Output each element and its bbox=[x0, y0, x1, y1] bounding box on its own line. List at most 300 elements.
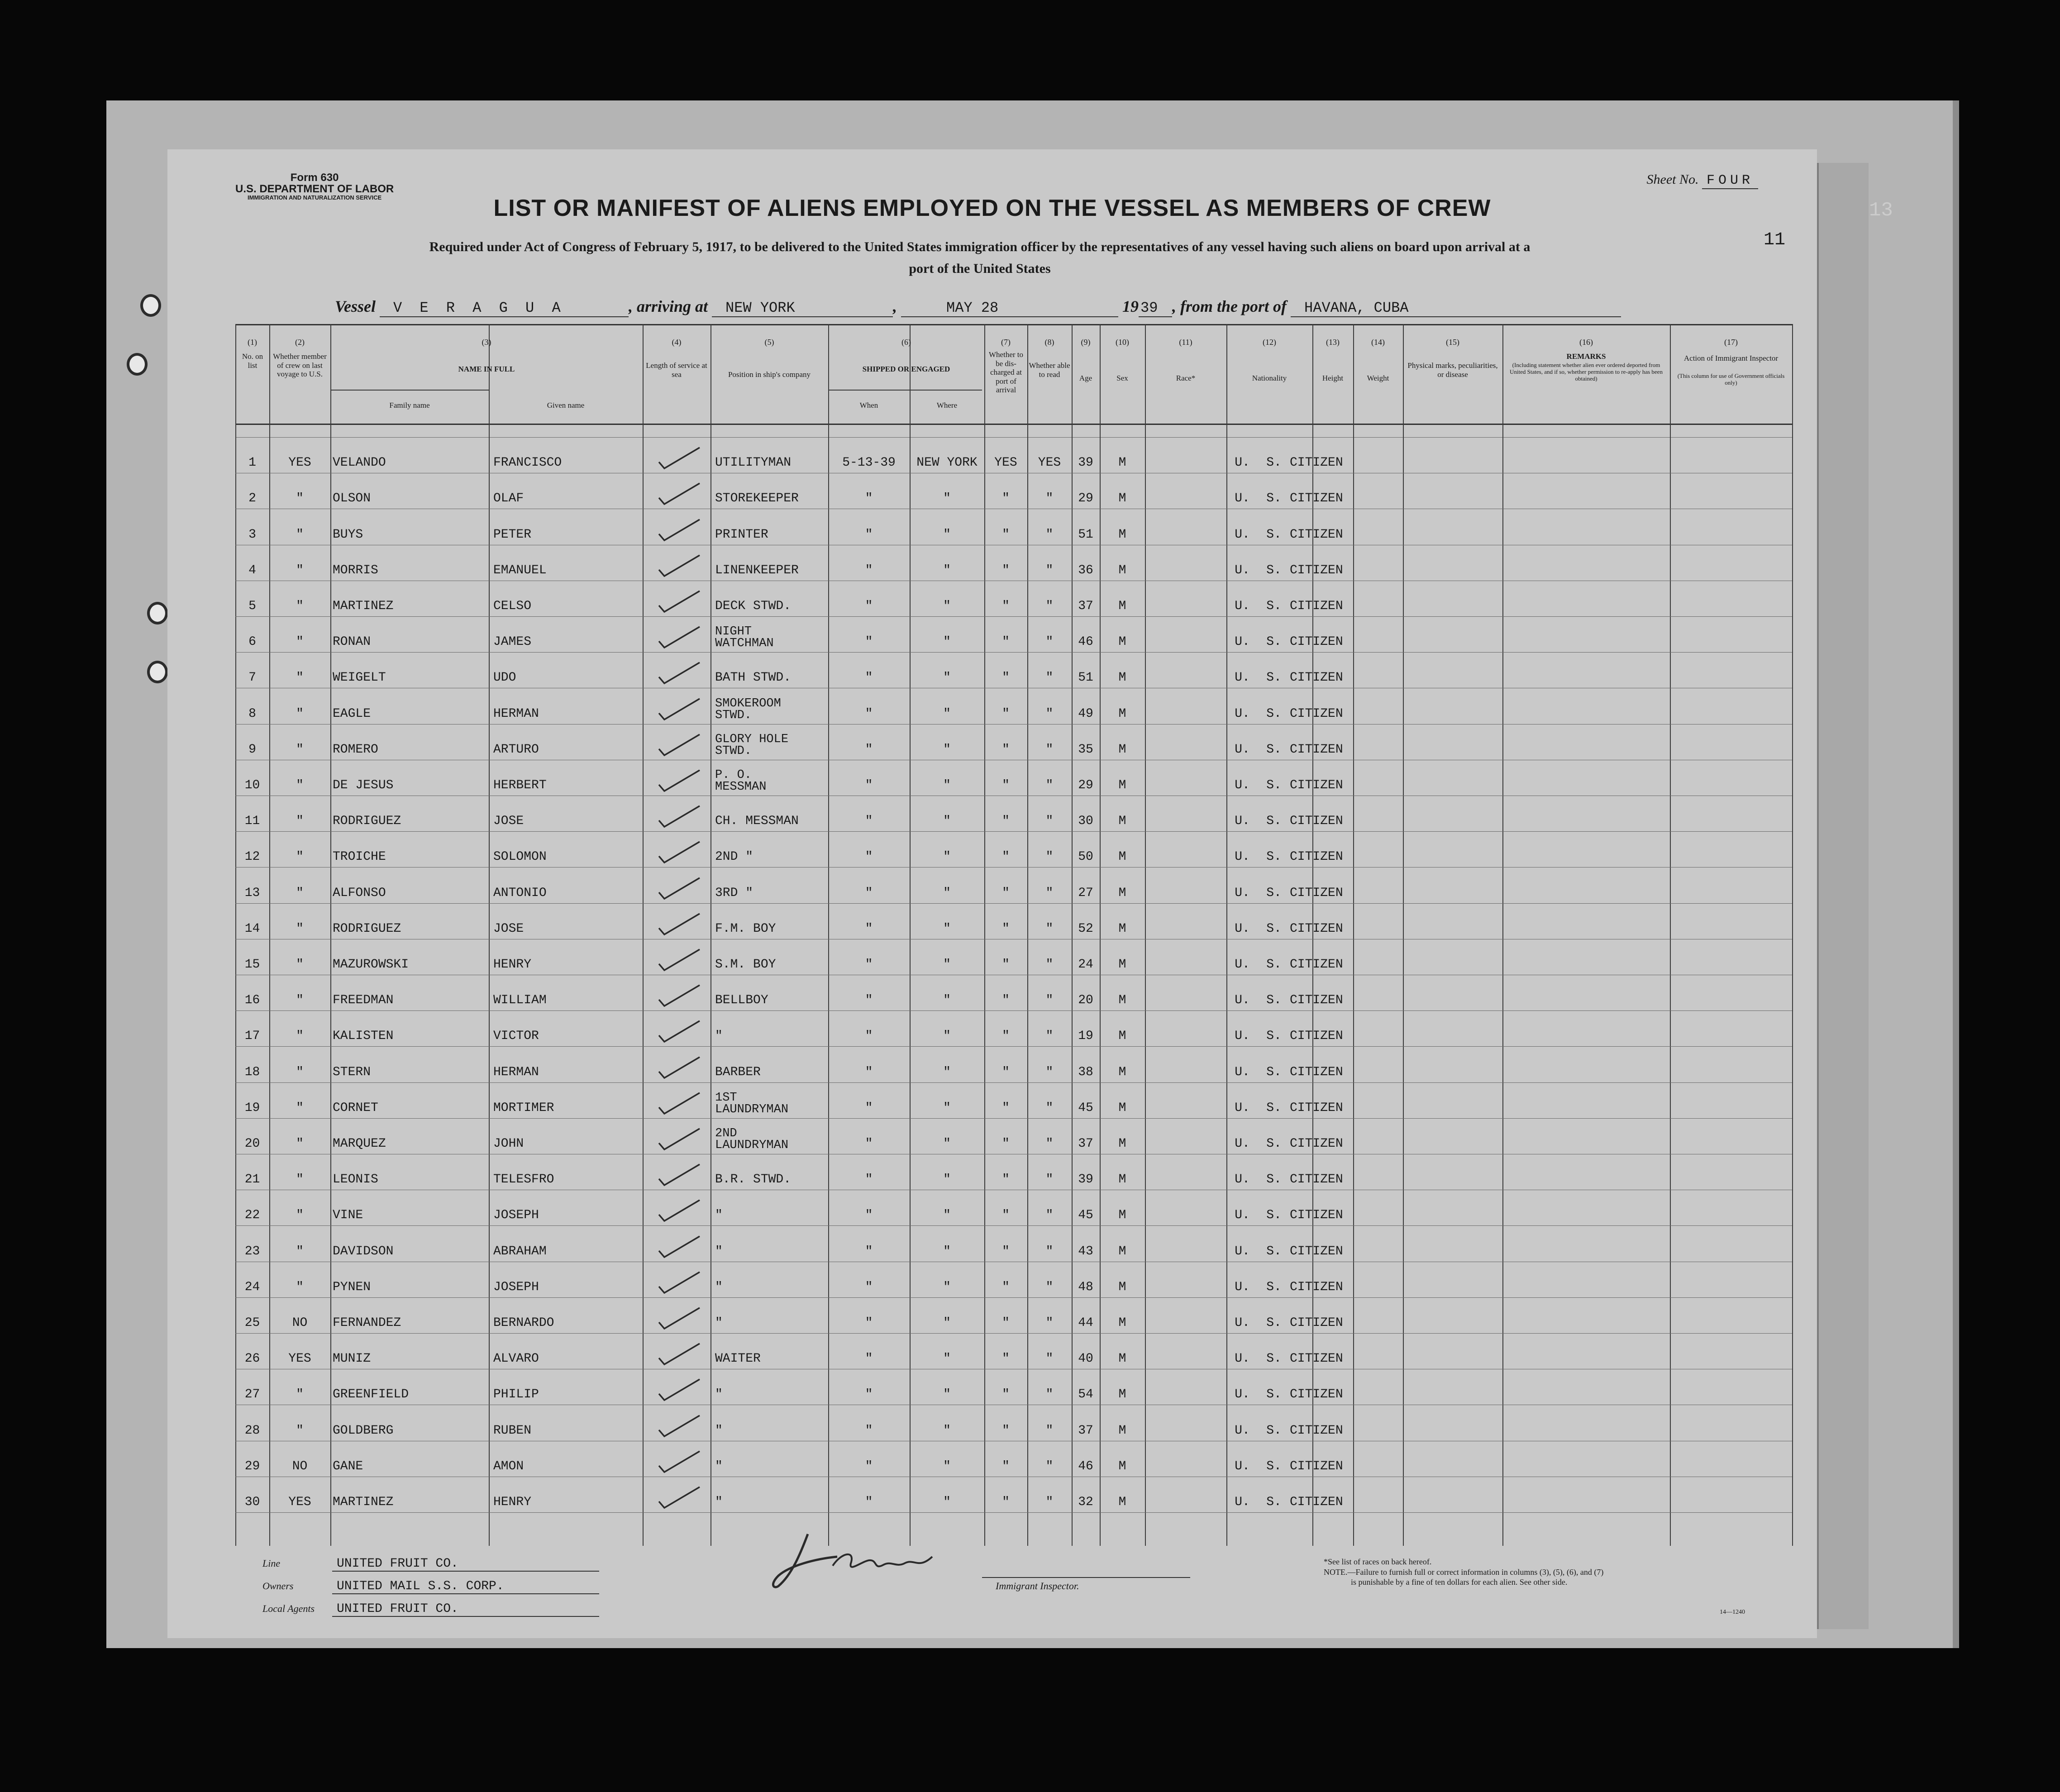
cell-nat-3: CITIZEN bbox=[1290, 1423, 1343, 1438]
cell-when: " bbox=[865, 1352, 873, 1366]
cell-family: RONAN bbox=[333, 635, 371, 649]
cell-position: " bbox=[715, 1316, 723, 1330]
cell-prev: " bbox=[296, 850, 304, 864]
cell-sex: M bbox=[1118, 635, 1126, 649]
cell-position: STOREKEEPER bbox=[715, 491, 799, 506]
cell-sex: M bbox=[1118, 456, 1126, 470]
cell-when: 5-13-39 bbox=[842, 456, 896, 470]
cell-nat-3: CITIZEN bbox=[1290, 635, 1343, 649]
cell-age: 39 bbox=[1078, 1172, 1093, 1187]
cell-nat-1: U. bbox=[1235, 1101, 1250, 1115]
cell-family: GANE bbox=[333, 1459, 363, 1473]
cell-family: VINE bbox=[333, 1208, 363, 1223]
vessel-label: Vessel bbox=[335, 297, 376, 315]
cell-given: WILLIAM bbox=[493, 993, 547, 1008]
cell-prev: " bbox=[296, 814, 304, 829]
cell-nat-1: U. bbox=[1235, 742, 1250, 757]
cell-sex: M bbox=[1118, 921, 1126, 936]
cell-nat-1: U. bbox=[1235, 527, 1250, 542]
col-14-num: (14) bbox=[1371, 338, 1385, 347]
cell-sex: M bbox=[1118, 778, 1126, 792]
cell-family: KALISTEN bbox=[333, 1029, 394, 1044]
cell-given: ANTONIO bbox=[493, 886, 547, 900]
cell-sex: M bbox=[1118, 706, 1126, 721]
check-mark-icon bbox=[656, 1484, 706, 1511]
cell-position: 2ND LAUNDRYMAN bbox=[715, 1127, 789, 1152]
row-rule bbox=[235, 616, 1792, 617]
check-mark-icon bbox=[656, 1305, 706, 1332]
cell-where: " bbox=[943, 1172, 951, 1187]
cell-given: HERMAN bbox=[493, 1065, 539, 1079]
form-code: 14—1240 bbox=[1720, 1609, 1745, 1616]
col-age-header: Age bbox=[1079, 374, 1092, 382]
cell-nat-3: CITIZEN bbox=[1290, 671, 1343, 685]
cell-nat-3: CITIZEN bbox=[1290, 1065, 1343, 1079]
cell-sex: M bbox=[1118, 1065, 1126, 1079]
inspector-label: Immigrant Inspector. bbox=[996, 1580, 1079, 1592]
page-mark: 11 bbox=[1763, 230, 1785, 250]
cell-where: " bbox=[943, 1387, 951, 1402]
cell-given: CELSO bbox=[493, 599, 532, 613]
cell-prev: " bbox=[296, 599, 304, 613]
cell-sex: M bbox=[1118, 993, 1126, 1008]
cell-nat-1: U. bbox=[1235, 850, 1250, 864]
check-mark-icon bbox=[656, 1413, 706, 1440]
cell-sex: M bbox=[1118, 958, 1126, 972]
cell-when: " bbox=[865, 1316, 873, 1330]
cell-nat-2: S. bbox=[1266, 814, 1282, 829]
manifest-sheet bbox=[167, 149, 1817, 1638]
cell-no: 30 bbox=[244, 1495, 260, 1509]
cell-where: " bbox=[943, 921, 951, 936]
sheet-number bbox=[1647, 172, 1759, 188]
line-label: Line bbox=[262, 1558, 281, 1569]
cell-no: 29 bbox=[244, 1459, 260, 1473]
cell-where: " bbox=[943, 1101, 951, 1115]
cell-sex: M bbox=[1118, 1172, 1126, 1187]
cell-age: 51 bbox=[1078, 527, 1093, 542]
cell-age: 45 bbox=[1078, 1101, 1093, 1115]
footnote bbox=[1324, 1557, 1776, 1587]
cell-no: 2 bbox=[248, 491, 256, 506]
cell-when: " bbox=[865, 599, 873, 613]
check-mark-icon bbox=[656, 875, 706, 902]
cell-no: 26 bbox=[244, 1352, 260, 1366]
cell-read: " bbox=[1045, 1387, 1054, 1402]
check-mark-icon bbox=[656, 553, 706, 580]
cell-given: MORTIMER bbox=[493, 1101, 554, 1115]
cell-when: " bbox=[865, 921, 873, 936]
cell-read: " bbox=[1045, 1459, 1054, 1473]
cell-no: 28 bbox=[244, 1423, 260, 1438]
col-6-num: (6) bbox=[901, 338, 911, 347]
cell-given: JAMES bbox=[493, 635, 532, 649]
cell-sex: M bbox=[1118, 599, 1126, 613]
col-service-length-header: Length of service at sea bbox=[646, 361, 707, 379]
cell-nat-3: CITIZEN bbox=[1290, 993, 1343, 1008]
binder-hole bbox=[140, 294, 161, 317]
cell-given: ALVARO bbox=[493, 1352, 539, 1366]
check-mark-icon bbox=[656, 947, 706, 974]
cell-no: 8 bbox=[248, 706, 256, 721]
arriving-port: NEW YORK bbox=[712, 300, 893, 317]
cell-given: HENRY bbox=[493, 1495, 532, 1509]
cell-position: S.M. BOY bbox=[715, 958, 776, 972]
document-subtitle bbox=[235, 236, 1724, 280]
col-sex-header: Sex bbox=[1116, 374, 1128, 382]
col-position-header: Position in ship's company bbox=[728, 370, 811, 379]
service: IMMIGRATION AND NATURALIZATION SERVICE bbox=[248, 194, 382, 201]
col-9-num: (9) bbox=[1081, 338, 1091, 347]
cell-nat-2: S. bbox=[1266, 778, 1282, 792]
cell-prev: " bbox=[296, 778, 304, 792]
cell-discharged: " bbox=[1002, 1172, 1010, 1187]
cell-sex: M bbox=[1118, 1387, 1126, 1402]
col-prev-voyage-header: Whether member of crew on last voyage to U.S. bbox=[273, 352, 327, 379]
cell-discharged: " bbox=[1002, 850, 1010, 864]
cell-read: " bbox=[1045, 1495, 1054, 1509]
vessel-name: V E R A G U A bbox=[380, 300, 629, 317]
row-rule bbox=[235, 903, 1792, 904]
document-title: LIST OR MANIFEST OF ALIENS EMPLOYED ON THE VESSEL AS MEMBERS OF CREW bbox=[493, 195, 1491, 221]
cell-no: 15 bbox=[244, 958, 260, 972]
check-mark-icon bbox=[656, 1197, 706, 1225]
cell-read: " bbox=[1045, 635, 1054, 649]
cell-discharged: YES bbox=[994, 456, 1017, 470]
cell-prev: " bbox=[296, 1172, 304, 1187]
cell-sex: M bbox=[1118, 671, 1126, 685]
cell-nat-3: CITIZEN bbox=[1290, 921, 1343, 936]
cell-no: 16 bbox=[244, 993, 260, 1008]
cell-no: 23 bbox=[244, 1244, 260, 1258]
col-8-num: (8) bbox=[1044, 338, 1054, 347]
cell-position: B.R. STWD. bbox=[715, 1172, 792, 1187]
cell-read: " bbox=[1045, 814, 1054, 829]
cell-prev: " bbox=[296, 635, 304, 649]
cell-read: " bbox=[1045, 958, 1054, 972]
cell-age: 37 bbox=[1078, 1423, 1093, 1438]
cell-age: 49 bbox=[1078, 706, 1093, 721]
cell-no: 21 bbox=[244, 1172, 260, 1187]
cell-nat-2: S. bbox=[1266, 1029, 1282, 1044]
col-12-num: (12) bbox=[1263, 338, 1276, 347]
cell-given: HENRY bbox=[493, 958, 532, 972]
cell-read: " bbox=[1045, 706, 1054, 721]
cell-given: JOSE bbox=[493, 921, 524, 936]
cell-no: 24 bbox=[244, 1280, 260, 1294]
sheet-value: FOUR bbox=[1702, 173, 1758, 189]
cell-where: " bbox=[943, 1244, 951, 1258]
cell-sex: M bbox=[1118, 1029, 1126, 1044]
cell-nat-3: CITIZEN bbox=[1290, 1352, 1343, 1366]
cell-read: " bbox=[1045, 850, 1054, 864]
cell-family: TROICHE bbox=[333, 850, 386, 864]
cell-discharged: " bbox=[1002, 1101, 1010, 1115]
cell-prev: " bbox=[296, 1387, 304, 1402]
check-mark-icon bbox=[656, 1162, 706, 1189]
cell-family: RODRIGUEZ bbox=[333, 921, 401, 936]
cell-where: " bbox=[943, 1316, 951, 1330]
row-rule bbox=[235, 1333, 1792, 1334]
cell-prev: " bbox=[296, 1208, 304, 1223]
cell-discharged: " bbox=[1002, 742, 1010, 757]
cell-read: " bbox=[1045, 886, 1054, 900]
cell-family: MARTINEZ bbox=[333, 599, 394, 613]
cell-discharged: " bbox=[1002, 635, 1010, 649]
cell-nat-2: S. bbox=[1266, 1352, 1282, 1366]
binder-hole bbox=[127, 353, 148, 376]
cell-given: VICTOR bbox=[493, 1029, 539, 1044]
cell-nat-3: CITIZEN bbox=[1290, 491, 1343, 506]
cell-discharged: " bbox=[1002, 671, 1010, 685]
cell-no: 1 bbox=[248, 456, 256, 470]
cell-when: " bbox=[865, 1387, 873, 1402]
binder-hole bbox=[147, 602, 168, 624]
cell-given: JOSE bbox=[493, 814, 524, 829]
cell-given: JOHN bbox=[493, 1137, 524, 1151]
col-given-name-header: Given name bbox=[547, 401, 585, 410]
cell-when: " bbox=[865, 1423, 873, 1438]
cell-family: LEONIS bbox=[333, 1172, 378, 1187]
cell-nat-2: S. bbox=[1266, 1065, 1282, 1079]
col-15-num: (15) bbox=[1446, 338, 1459, 347]
cell-prev: " bbox=[296, 1029, 304, 1044]
cell-no: 22 bbox=[244, 1208, 260, 1223]
col-1-num: (1) bbox=[248, 338, 257, 347]
cell-nat-2: S. bbox=[1266, 563, 1282, 577]
cell-given: OLAF bbox=[493, 491, 524, 506]
arrival-date: MAY 28 bbox=[901, 300, 1118, 317]
row-rule bbox=[235, 1046, 1792, 1047]
cell-nat-3: CITIZEN bbox=[1290, 1244, 1343, 1258]
cell-when: " bbox=[865, 850, 873, 864]
cell-age: 46 bbox=[1078, 1459, 1093, 1473]
cell-family: MARQUEZ bbox=[333, 1137, 386, 1151]
cell-when: " bbox=[865, 814, 873, 829]
cell-nat-1: U. bbox=[1235, 1208, 1250, 1223]
cell-when: " bbox=[865, 1244, 873, 1258]
check-mark-icon bbox=[656, 1054, 706, 1082]
cell-prev: YES bbox=[288, 456, 311, 470]
cell-nat-3: CITIZEN bbox=[1290, 1137, 1343, 1151]
inspector-signature bbox=[765, 1525, 955, 1593]
cell-nat-1: U. bbox=[1235, 456, 1250, 470]
cell-read: " bbox=[1045, 1029, 1054, 1044]
department: U.S. DEPARTMENT OF LABOR bbox=[235, 183, 394, 195]
cell-family: FERNANDEZ bbox=[333, 1316, 401, 1330]
cell-discharged: " bbox=[1002, 1280, 1010, 1294]
cell-given: SOLOMON bbox=[493, 850, 547, 864]
cell-nat-1: U. bbox=[1235, 1352, 1250, 1366]
cell-nat-2: S. bbox=[1266, 635, 1282, 649]
footer-block bbox=[262, 1557, 599, 1625]
cell-when: " bbox=[865, 1065, 873, 1079]
cell-nat-2: S. bbox=[1266, 1459, 1282, 1473]
cell-when: " bbox=[865, 563, 873, 577]
cell-where: " bbox=[943, 1280, 951, 1294]
cell-family: CORNET bbox=[333, 1101, 378, 1115]
cell-prev: " bbox=[296, 1423, 304, 1438]
cell-where: " bbox=[943, 635, 951, 649]
cell-family: OLSON bbox=[333, 491, 371, 506]
cell-when: " bbox=[865, 742, 873, 757]
cell-nat-3: CITIZEN bbox=[1290, 778, 1343, 792]
cell-read: " bbox=[1045, 671, 1054, 685]
col-physical-marks-header: Physical marks, peculiarities, or disease bbox=[1407, 361, 1498, 379]
cell-no: 25 bbox=[244, 1316, 260, 1330]
cell-nat-2: S. bbox=[1266, 1137, 1282, 1151]
agents-label: Local Agents bbox=[262, 1603, 315, 1614]
cell-discharged: " bbox=[1002, 706, 1010, 721]
col-inspector-action-header: Action of Immigrant Inspector bbox=[1683, 354, 1779, 362]
binder-hole bbox=[147, 661, 168, 683]
agents-value: UNITED FRUIT CO. bbox=[332, 1602, 599, 1617]
cell-discharged: " bbox=[1002, 1387, 1010, 1402]
cell-sex: M bbox=[1118, 1316, 1126, 1330]
cell-position: " bbox=[715, 1244, 723, 1258]
cell-age: 29 bbox=[1078, 491, 1093, 506]
cell-age: 32 bbox=[1078, 1495, 1093, 1509]
footnote-races: *See list of races on back hereof. bbox=[1324, 1557, 1432, 1566]
cell-read: " bbox=[1045, 921, 1054, 936]
cell-nat-3: CITIZEN bbox=[1290, 742, 1343, 757]
cell-where: " bbox=[943, 1423, 951, 1438]
cell-discharged: " bbox=[1002, 1137, 1010, 1151]
col-discharged-header: Whether to be dis-charged at port of arrival bbox=[989, 350, 1023, 395]
cell-nat-1: U. bbox=[1235, 1387, 1250, 1402]
cell-where: " bbox=[943, 491, 951, 506]
cell-prev: NO bbox=[292, 1459, 308, 1473]
cell-position: " bbox=[715, 1208, 723, 1223]
cell-age: 44 bbox=[1078, 1316, 1093, 1330]
check-mark-icon bbox=[656, 1018, 706, 1045]
cell-family: VELANDO bbox=[333, 456, 386, 470]
cell-discharged: " bbox=[1002, 1029, 1010, 1044]
cell-nat-1: U. bbox=[1235, 814, 1250, 829]
cell-where: " bbox=[943, 563, 951, 577]
arriving-label: , arriving at bbox=[629, 297, 708, 315]
check-mark-icon bbox=[656, 481, 706, 508]
cell-nat-2: S. bbox=[1266, 1387, 1282, 1402]
check-mark-icon bbox=[656, 696, 706, 723]
col-13-num: (13) bbox=[1326, 338, 1340, 347]
cell-discharged: " bbox=[1002, 814, 1010, 829]
check-mark-icon bbox=[656, 1449, 706, 1476]
cell-age: 35 bbox=[1078, 742, 1093, 757]
check-mark-icon bbox=[656, 1234, 706, 1261]
cell-age: 52 bbox=[1078, 921, 1093, 936]
cell-where: " bbox=[943, 599, 951, 613]
cell-family: ALFONSO bbox=[333, 886, 386, 900]
cell-discharged: " bbox=[1002, 1065, 1010, 1079]
col-inspector-action-subheader: (This column for use of Government officials only) bbox=[1677, 372, 1785, 386]
cell-given: JOSEPH bbox=[493, 1280, 539, 1294]
cell-where: " bbox=[943, 850, 951, 864]
cell-prev: " bbox=[296, 527, 304, 542]
cell-no: 13 bbox=[244, 886, 260, 900]
cell-where: " bbox=[943, 1495, 951, 1509]
cell-discharged: " bbox=[1002, 778, 1010, 792]
cell-discharged: " bbox=[1002, 1352, 1010, 1366]
cell-position: DECK STWD. bbox=[715, 599, 792, 613]
cell-nat-2: S. bbox=[1266, 1316, 1282, 1330]
cell-age: 38 bbox=[1078, 1065, 1093, 1079]
cell-age: 37 bbox=[1078, 1137, 1093, 1151]
cell-nat-1: U. bbox=[1235, 635, 1250, 649]
cell-nat-3: CITIZEN bbox=[1290, 1208, 1343, 1223]
cell-position: " bbox=[715, 1029, 723, 1044]
cell-given: EMANUEL bbox=[493, 563, 547, 577]
cell-family: BUYS bbox=[333, 527, 363, 542]
cell-when: " bbox=[865, 993, 873, 1008]
cell-no: 4 bbox=[248, 563, 256, 577]
col-7-num: (7) bbox=[1001, 338, 1011, 347]
col-shipped-header: SHIPPED OR ENGAGED bbox=[862, 365, 950, 373]
cell-nat-1: U. bbox=[1235, 563, 1250, 577]
cell-given: PHILIP bbox=[493, 1387, 539, 1402]
check-mark-icon bbox=[656, 624, 706, 651]
cell-discharged: " bbox=[1002, 993, 1010, 1008]
cell-where: " bbox=[943, 886, 951, 900]
cell-read: " bbox=[1045, 1352, 1054, 1366]
cell-nat-2: S. bbox=[1266, 1244, 1282, 1258]
cell-where: " bbox=[943, 1029, 951, 1044]
cell-where: NEW YORK bbox=[916, 456, 978, 470]
signature-line bbox=[982, 1577, 1190, 1578]
cell-when: " bbox=[865, 1137, 873, 1151]
cell-read: " bbox=[1045, 778, 1054, 792]
cell-nat-3: CITIZEN bbox=[1290, 1280, 1343, 1294]
col-17-num: (17) bbox=[1724, 338, 1738, 347]
cell-position: BELLBOY bbox=[715, 993, 768, 1008]
col-race-header: Race* bbox=[1176, 374, 1196, 382]
col-when-header: When bbox=[859, 401, 878, 410]
cell-prev: " bbox=[296, 921, 304, 936]
cell-age: 45 bbox=[1078, 1208, 1093, 1223]
cell-nat-2: S. bbox=[1266, 993, 1282, 1008]
cell-read: " bbox=[1045, 1101, 1054, 1115]
cell-sex: M bbox=[1118, 1352, 1126, 1366]
cell-nat-2: S. bbox=[1266, 958, 1282, 972]
cell-position: SMOKEROOM STWD. bbox=[715, 696, 781, 722]
cell-nat-1: U. bbox=[1235, 993, 1250, 1008]
cell-prev: " bbox=[296, 958, 304, 972]
cell-where: " bbox=[943, 527, 951, 542]
cell-when: " bbox=[865, 1101, 873, 1115]
cell-age: 54 bbox=[1078, 1387, 1093, 1402]
check-mark-icon bbox=[656, 767, 706, 795]
row-rule bbox=[235, 1118, 1792, 1119]
check-mark-icon bbox=[656, 445, 706, 472]
cell-position: 1ST LAUNDRYMAN bbox=[715, 1091, 789, 1116]
cell-sex: M bbox=[1118, 491, 1126, 506]
cell-nat-3: CITIZEN bbox=[1290, 1101, 1343, 1115]
cell-when: " bbox=[865, 886, 873, 900]
cell-nat-3: CITIZEN bbox=[1290, 456, 1343, 470]
cell-sex: M bbox=[1118, 886, 1126, 900]
cell-age: 43 bbox=[1078, 1244, 1093, 1258]
cell-prev: " bbox=[296, 1101, 304, 1115]
cell-read: " bbox=[1045, 1316, 1054, 1330]
cell-where: " bbox=[943, 1459, 951, 1473]
cell-discharged: " bbox=[1002, 1316, 1010, 1330]
cell-when: " bbox=[865, 1029, 873, 1044]
cell-position: " bbox=[715, 1387, 723, 1402]
cell-nat-2: S. bbox=[1266, 1423, 1282, 1438]
cell-nat-1: U. bbox=[1235, 1244, 1250, 1258]
cell-age: 27 bbox=[1078, 886, 1093, 900]
cell-discharged: " bbox=[1002, 563, 1010, 577]
